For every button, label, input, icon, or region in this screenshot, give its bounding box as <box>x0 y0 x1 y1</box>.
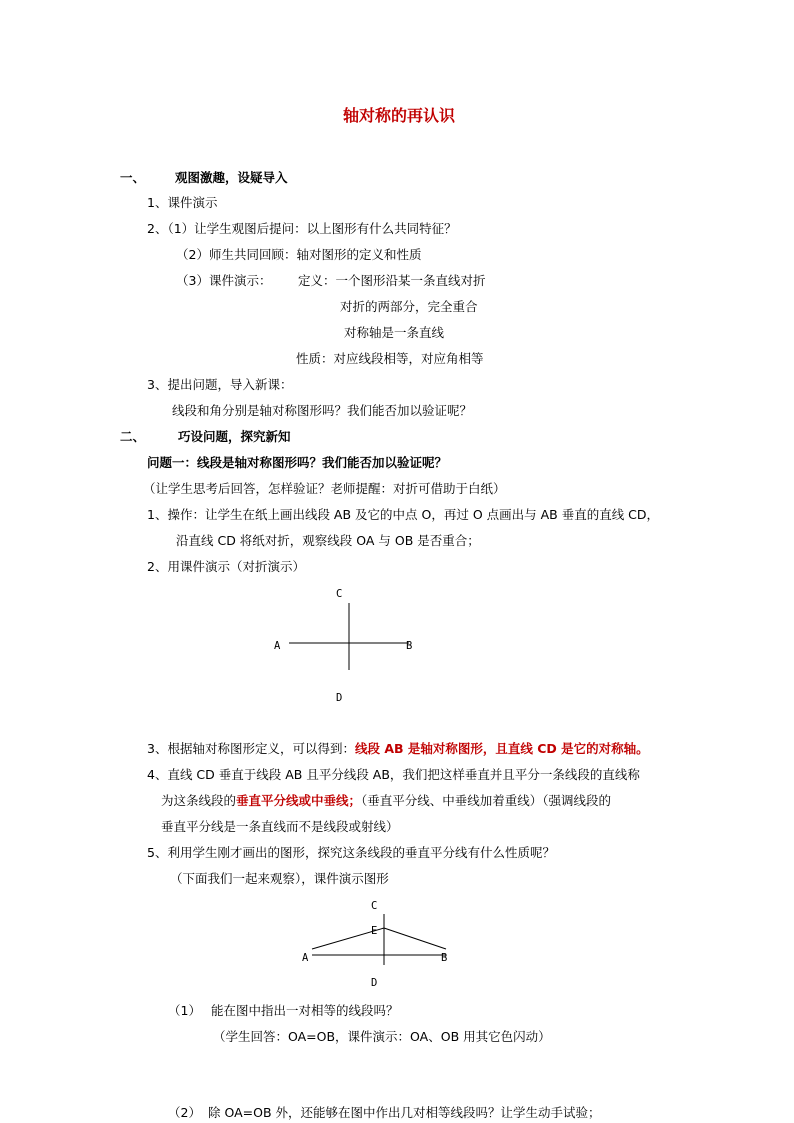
operation-2: 2、用课件演示（对折演示） <box>147 559 305 574</box>
fig2-label-b: B <box>441 952 448 964</box>
segment-eb <box>384 928 446 949</box>
fig2-label-c: C <box>371 900 378 912</box>
point-4b-pre: 为这条线段的 <box>161 793 237 808</box>
section-2-number: 二、 <box>120 429 146 444</box>
point-3 <box>147 741 649 757</box>
fig2-label-a: A <box>302 952 309 964</box>
section-1-heading: 观图激趣，设疑导入 <box>175 170 288 185</box>
line-9: 线段和角分别是轴对称图形吗？我们能否加以验证呢？ <box>172 403 473 418</box>
question-a1-answer: （学生回答：OA=OB，课件演示：OA、OB 用其它色闪动） <box>213 1029 551 1044</box>
question-a1-number: （1） <box>168 1003 201 1018</box>
line-8: 3、提出问题，导入新课： <box>147 377 293 392</box>
point-4a: 4、直线 CD 垂直于线段 AB 且平分线段 AB，我们把这样垂直并且平分一条线段的直线称 <box>147 767 640 782</box>
point-5: 5、利用学生刚才画出的图形，探究这条线段的垂直平分线有什么性质呢？ <box>147 845 555 860</box>
question-a2: 除 OA=OB 外，还能够在图中作出几对相等线段吗？让学生动手试验； <box>208 1105 601 1120</box>
point-3-conclusion: 线段 AB 是轴对称图形，且直线 CD 是它的对称轴。 <box>354 741 649 756</box>
line-1: 1、课件演示 <box>147 195 218 210</box>
line-5: 对折的两部分，完全重合 <box>340 299 478 314</box>
point-4b-term: 垂直平分线或中垂线； <box>236 793 362 808</box>
fig2-label-d: D <box>371 977 378 989</box>
operation-1: 1、操作：让学生在纸上画出线段 AB 及它的中点 O，再过 O 点画出与 AB 垂直的直线 CD， <box>147 507 660 522</box>
page-title: 轴对称的再认识 <box>343 106 456 125</box>
line-4b: 定义：一个图形沿某一条直线对折 <box>298 273 486 288</box>
fig1-label-a: A <box>274 640 281 652</box>
question-1-note: （让学生思考后回答，怎样验证？老师提醒：对折可借助于白纸） <box>143 481 506 496</box>
point-5b: （下面我们一起来观察），课件演示图形 <box>170 871 389 886</box>
point-4b-post: （垂直平分线、中垂线加着重线）（强调线段的 <box>361 793 612 808</box>
question-a2-number: （2） <box>168 1105 201 1120</box>
question-1: 问题一：线段是轴对称图形吗？我们能否加以验证呢？ <box>147 455 448 470</box>
fig1-label-b: B <box>406 640 413 652</box>
fig2-label-e: E <box>371 925 378 937</box>
operation-1b: 沿直线 CD 将纸对折，观察线段 OA 与 OB 是否重合； <box>176 533 480 548</box>
line-4a: （3）课件演示： <box>176 273 272 288</box>
line-3: （2）师生共同回顾：轴对图形的定义和性质 <box>176 247 422 262</box>
point-3-text: 3、根据轴对称图形定义，可以得到： <box>147 741 355 756</box>
fig1-label-c: C <box>336 588 343 600</box>
section-2-heading: 巧设问题，探究新知 <box>178 429 291 444</box>
question-a1: 能在图中指出一对相等的线段吗？ <box>211 1003 399 1018</box>
section-1-number: 一、 <box>120 170 146 185</box>
point-4b <box>161 793 611 809</box>
line-7: 性质：对应线段相等，对应角相等 <box>296 351 484 366</box>
line-6: 对称轴是一条直线 <box>344 325 445 340</box>
fig1-label-d: D <box>336 692 343 704</box>
point-4c: 垂直平分线是一条直线而不是线段或射线） <box>161 819 399 834</box>
line-2: 2、（1）让学生观图后提问：以上图形有什么共同特征？ <box>147 221 457 236</box>
